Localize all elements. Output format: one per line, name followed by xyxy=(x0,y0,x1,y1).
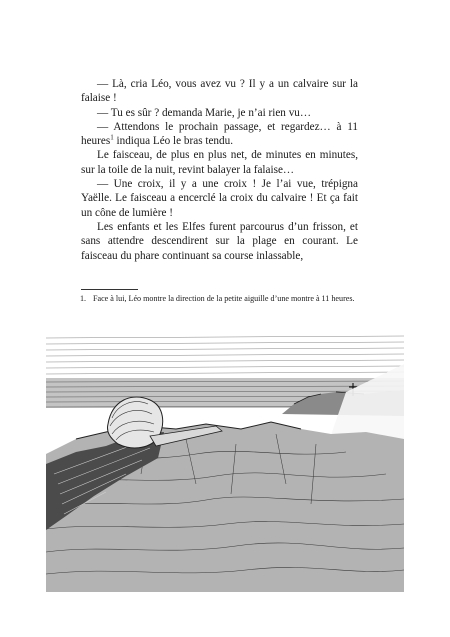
paragraph: — Une croix, il y a une croix ! Je l’ai vue, trépigna Yaëlle. Le faisceau a encerclé la croix du calvaire ! Et ça fait un cône de lumière ! xyxy=(81,178,358,219)
paragraph: Les enfants et les Elfes furent parcourus d’un frisson, et sans attendre descendirent sur la plage en courant. Le faisceau du phare continuant sa course inlassable, xyxy=(81,220,358,262)
footnote-number: 1. xyxy=(80,294,87,303)
illustration xyxy=(46,334,404,592)
paragraph: — Tu es sûr ? demanda Marie, je n’ai rien vu… xyxy=(97,106,312,119)
sky-hatching xyxy=(46,336,404,374)
footnote xyxy=(80,293,358,304)
paragraph: Le faisceau, de plus en plus net, de minutes en minutes, sur la toile de la nuit, revint balayer la falaise… xyxy=(81,149,358,176)
footnote-rule xyxy=(81,289,138,290)
paragraph: — Là, cria Léo, vous avez vu ? Il y a un calvaire sur la falaise ! xyxy=(81,78,358,105)
paragraph: — Attendons le prochain passage, et regardez… à 11 heures$^1$ indiqua Léo le bras tendu. xyxy=(81,120,358,148)
footnote-text: Face à lui, Léo montre la direction de la petite aiguille d’une montre à 11 heures. xyxy=(93,294,355,303)
body-text xyxy=(81,77,358,263)
footnote-reference: 1 xyxy=(110,133,114,142)
